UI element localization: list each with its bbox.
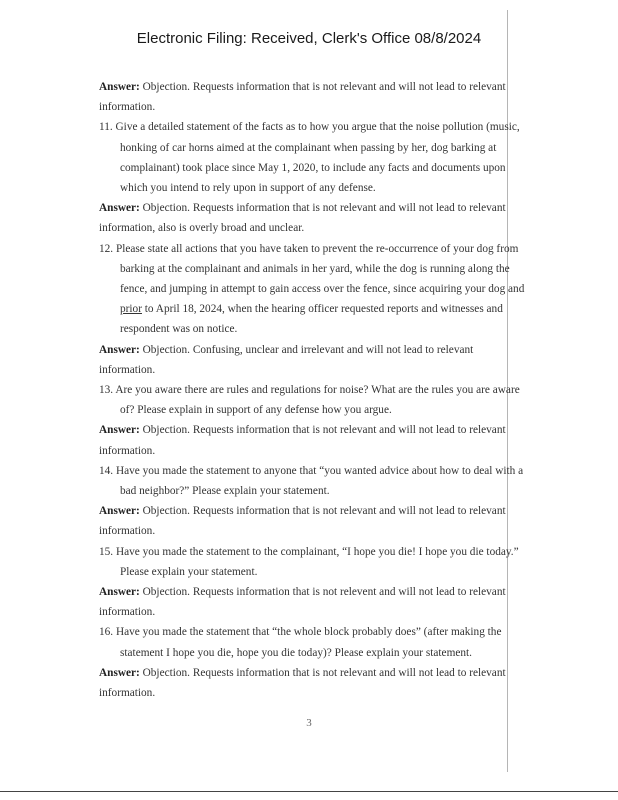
answer-paragraph [99, 420, 531, 460]
answer-paragraph [99, 77, 531, 117]
answer-text: Objection. Requests information that is not relevant and will not lead to relevant information. [99, 81, 506, 114]
question-11: 11. Give a detailed statement of the facts as to how you argue that the noise pollution (music, honking of car horns aimed at the complainant when passing by her, dog barking at complainant) took place since May 1, 2020, to include any facts and documents upon which you intend to rely upon in support of any defense. [99, 121, 520, 195]
filing-stamp-header: Electronic Filing: Received, Clerk's Office 08/8/2024 [136, 30, 482, 47]
answer-label: Answer: [99, 81, 140, 93]
answer-label: Answer: [99, 202, 140, 215]
question-12-text-end: to April 18, 2024, when the hearing officer requested reports and witnesses and respondent was on notice. [120, 303, 503, 336]
answer-text: Objection. Requests information that is not relevant and will not lead to relevant information, also is overly broad and unclear. [99, 202, 506, 235]
answer-label: Answer: [99, 424, 140, 437]
question-14: 14. Have you made the statement to anyone that “you wanted advice about how to deal with a bad neighbor?” Please explain your statement. [99, 464, 524, 498]
question-15: 15. Have you made the statement to the complainant, “I hope you die! I hope you die today.” Please explain your statement. [99, 545, 519, 578]
answer-paragraph [99, 582, 531, 622]
discovery-responses [99, 77, 531, 703]
answer-paragraph [99, 340, 531, 380]
question-16: 16. Have you made the statement that “the whole block probably does” (after making the statement I hope you die, hope you die today)? Please explain your statement. [99, 626, 502, 659]
answer-text: Objection. Requests information that is not relevent and will not lead to relevant information. [99, 586, 506, 619]
answer-text: Objection. Requests information that is not relevant and will not lead to relevant information. [99, 424, 506, 457]
question-13: 13. Are you aware there are rules and regulations for noise? What are the rules you are aware of? Please explain in support of any defense how you argue. [99, 384, 520, 417]
question-12-text: 12. Please state all actions that you have taken to prevent the re-occurrence of your dog from barking at the complainant and animals in her yard, while the dog is running along the fence, and jumping in attempt to gain access over the fence, since acquiring your dog and [99, 242, 525, 296]
answer-label: Answer: [99, 666, 140, 679]
answer-paragraph [99, 198, 531, 238]
answer-label: Answer: [99, 505, 140, 518]
scan-bottom-edge [0, 791, 618, 792]
answer-paragraph [99, 663, 531, 703]
answer-text: Objection. Requests information that is not relevant and will not lead to relevant information. [99, 666, 506, 700]
page-number: 3 [306, 717, 312, 729]
answer-label: Answer: [99, 586, 140, 599]
answer-text: Objection. Requests information that is not relevant and will not lead to relevant information. [99, 505, 506, 538]
answer-label: Answer: [99, 343, 140, 356]
answer-text: Objection. Confusing, unclear and irrelevant and will not lead to relevant information. [99, 343, 474, 376]
underlined-prior: prior [120, 303, 142, 316]
question-12 [99, 239, 531, 340]
answer-paragraph [99, 501, 531, 541]
